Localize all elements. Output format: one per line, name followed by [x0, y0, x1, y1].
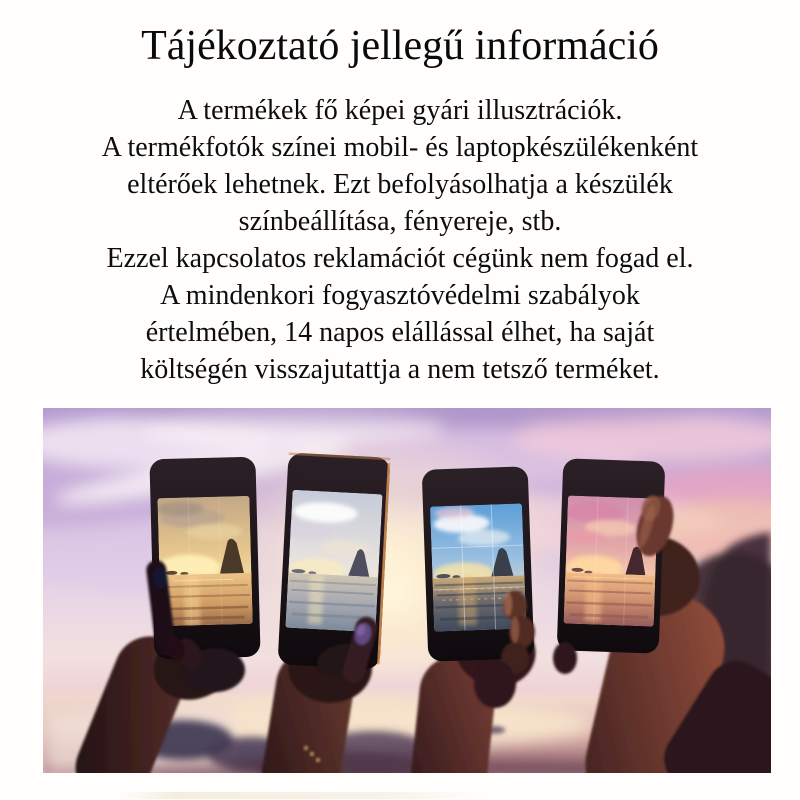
- info-line: értelmében, 14 napos elállással élhet, ha saját: [145, 317, 655, 348]
- info-line: eltérőek lehetnek. Ezt befolyásolhatja a készülék: [127, 169, 673, 200]
- phone-2-screen: [276, 489, 382, 632]
- info-line: A termékek fő képei gyári illusztrációk.: [177, 95, 623, 126]
- next-image-edge: [118, 792, 488, 799]
- sunset-photo: [43, 408, 771, 773]
- info-line: színbeállítása, fényereje, stb.: [238, 206, 562, 237]
- info-text: [30, 92, 770, 388]
- info-line: költségén visszajutattja a nem tetsző terméket.: [140, 354, 660, 385]
- info-line: A termékfotók színei mobil- és laptopkészülékenként: [101, 132, 699, 163]
- info-line: A mindenkori fogyasztóvédelmi szabályok: [160, 280, 640, 311]
- info-line: Ezzel kapcsolatos reklamációt cégünk nem fogad el.: [106, 243, 694, 274]
- page-title: Tájékoztató jellegű információ: [141, 23, 659, 69]
- sunset-photo-illustration: [43, 408, 771, 773]
